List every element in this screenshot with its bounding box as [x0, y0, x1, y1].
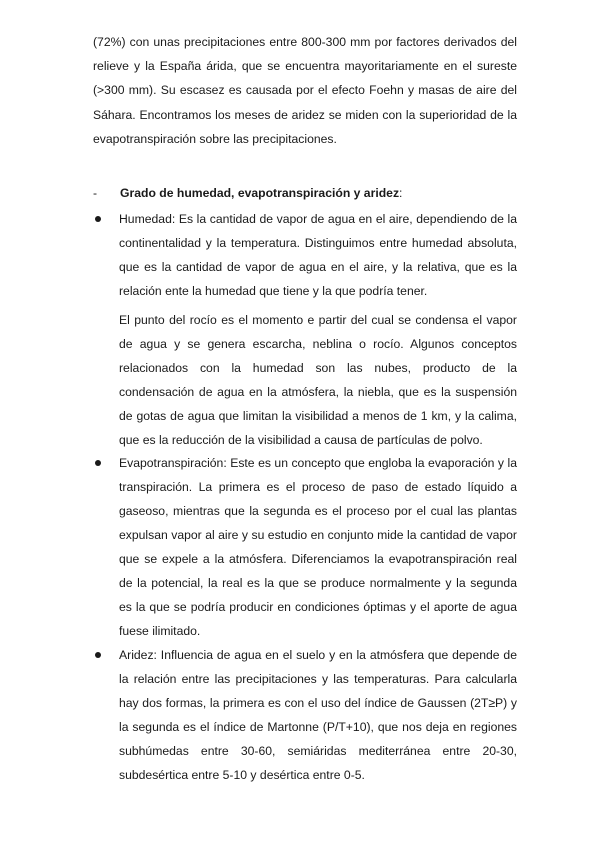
- intro-paragraph: (72%) con unas precipitaciones entre 800-300 mm por factores derivados del relieve y la España árida, que se encuentra mayoritariamente en el sureste (>300 mm). Su escasez es causada por el efecto Foehn y masas de aire del Sáhara. Encontramos los meses de aridez se miden con la superioridad de la evapotranspiración sobre las precipitaciones.: [93, 35, 517, 146]
- bullet-text: Humedad: Es la cantidad de vapor de agua en el aire, dependiendo de la continentalidad y la temperatura. Distinguimos entre humedad absoluta, que es la cantidad de vapor de agua en el aire, y la relativa, que es la relación ente la humedad que tiene y la que podría tener.: [119, 212, 517, 298]
- bullet-icon: [95, 652, 101, 658]
- heading-title: Grado de humedad, evapotranspiración y aridez: [120, 186, 400, 200]
- bullet-subparagraph: El punto del rocío es el momento e partir del cual se condensa el vapor de agua y se genera escarcha, neblina o rocío. Algunos conceptos relacionados con la humedad son las nubes, producto de la condensación de agua en la atmósfera, la niebla, que es la suspensión de gotas de agua que limitan la visibilidad a menos de 1 km, y la calima, que es la reducción de la visibilidad a causa de partículas de polvo.: [119, 313, 517, 447]
- bullet-text: Evapotranspiración: Este es un concepto que engloba la evaporación y la transpiración. La primera es el proceso de paso de estado líquido a gaseoso, mientras que la segunda es el proceso por el cual las plantas expulsan vapor al aire y su estudio en conjunto mide la cantidad de vapor que se expele a la atmósfera. Diferenciamos la evapotranspiración real de la potencial, la real es la que se produce normalmente y la segunda es la que se podría producir en condiciones óptimas y el aporte de agua fuese ilimitado.: [119, 456, 517, 638]
- bullet-icon: [95, 460, 101, 466]
- list-item-aridez: [119, 643, 517, 787]
- list-item-evapotranspiracion: [119, 451, 517, 643]
- bullet-icon: [95, 216, 101, 222]
- heading-dash: -: [93, 186, 98, 200]
- list-item-humedad: [119, 207, 517, 452]
- heading-colon: :: [399, 186, 403, 200]
- bullet-text: Aridez: Influencia de agua en el suelo y en la atmósfera que depende de la relación entre las precipitaciones y las temperaturas. Para calcularla hay dos formas, la primera es con el uso del índice de Gaussen (2T≥P) y la segunda es el índice de Martonne (P/T+10), que nos deja en regiones subhúmedas entre 30-60, semiáridas mediterránea entre 20-30, subdesértica entre 5-10 y desértica entre 0-5.: [119, 648, 517, 782]
- section-heading: [93, 182, 533, 204]
